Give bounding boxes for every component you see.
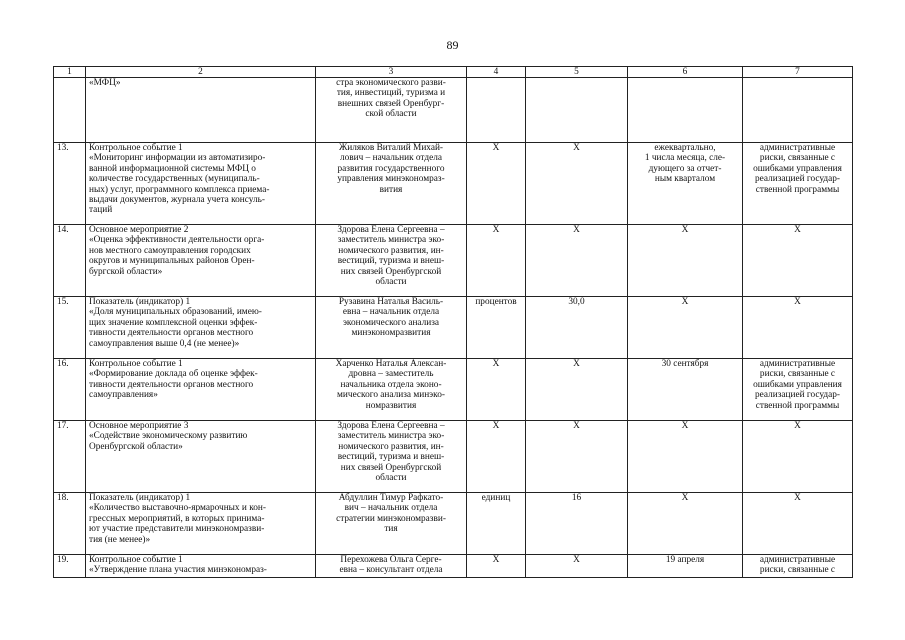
unit: единиц (467, 493, 526, 555)
event-name: Основное мероприятие 3 «Содействие экономическому развитию Оренбургской области» (86, 421, 316, 493)
value: 30,0 (526, 297, 628, 359)
responsible-person: Рузавина Наталья Василь- евна – начальник отдела экономического анализа минэкономразвития (316, 297, 467, 359)
term: ежеквартально, 1 числа месяца, сле- дующего за отчет- ным кварталом (628, 143, 743, 225)
responsible-person: Перехожева Ольга Серге- евна – консультант отдела (316, 555, 467, 578)
responsible-person: Абдуллин Тимур Рафкато- вич – начальник отдела стратегии минэкономразви- тия (316, 493, 467, 555)
table-row (54, 78, 853, 143)
row-number: 19. (54, 555, 86, 578)
table-body (54, 78, 853, 578)
value: Х (526, 421, 628, 493)
term: Х (628, 493, 743, 555)
table-row (54, 143, 853, 225)
event-name: Показатель (индикатор) 1 «Доля муниципальных образований, имею- щих значение комплексной оценки эффек- тивности деятельности органов местного самоуправления выше 0,4 (не менее)» (86, 297, 316, 359)
term: Х (628, 225, 743, 297)
risk: Х (743, 225, 853, 297)
header-col-7: 7 (743, 67, 853, 78)
header-col-1: 1 (54, 67, 86, 78)
responsible-person: Жиляков Виталий Михай- лович – начальник отдела развития государственного управления минэкономраз- вития (316, 143, 467, 225)
value: Х (526, 143, 628, 225)
table-row (54, 493, 853, 555)
event-name: Показатель (индикатор) 1 «Количество выставочно-ярмарочных и кон- грессных мероприятий, в которых принима- ют участие представители минэкономразви- тия (не менее)» (86, 493, 316, 555)
term: Х (628, 421, 743, 493)
unit (467, 78, 526, 143)
value: 16 (526, 493, 628, 555)
risk: Х (743, 297, 853, 359)
unit: Х (467, 359, 526, 421)
table-row (54, 421, 853, 493)
event-name: «МФЦ» (86, 78, 316, 143)
table-row (54, 225, 853, 297)
term (628, 78, 743, 143)
header-col-2: 2 (86, 67, 316, 78)
table-header (54, 67, 853, 78)
term: 19 апреля (628, 555, 743, 578)
program-table (53, 66, 853, 578)
value: Х (526, 359, 628, 421)
header-col-5: 5 (526, 67, 628, 78)
risk: административные риски, связанные с ошибками управления реализацией государ- ственной программы (743, 143, 853, 225)
risk: Х (743, 493, 853, 555)
row-number: 17. (54, 421, 86, 493)
term: 30 сентября (628, 359, 743, 421)
row-number: 14. (54, 225, 86, 297)
unit: Х (467, 225, 526, 297)
header-col-4: 4 (467, 67, 526, 78)
row-number: 18. (54, 493, 86, 555)
responsible-person: стра экономического разви- тия, инвестиций, туризма и внешних связей Оренбург- ской области (316, 78, 467, 143)
value (526, 78, 628, 143)
row-number (54, 78, 86, 143)
page-number: 89 (446, 38, 459, 52)
event-name: Контрольное событие 1 «Формирование доклада об оценке эффек- тивности деятельности органов местного самоуправления» (86, 359, 316, 421)
unit: Х (467, 555, 526, 578)
unit: процентов (467, 297, 526, 359)
table-row (54, 555, 853, 578)
event-name: Контрольное событие 1 «Утверждение плана участия минэкономраз- (86, 555, 316, 578)
value: Х (526, 555, 628, 578)
event-name: Основное мероприятие 2 «Оценка эффективности деятельности орга- нов местного самоуправления городских округов и муниципальных районов Орен- бургской области» (86, 225, 316, 297)
table-row (54, 359, 853, 421)
responsible-person: Харченко Наталья Алексан- дровна – заместитель начальника отдела эконо- мического анализа минэко- номразвития (316, 359, 467, 421)
responsible-person: Здорова Елена Сергеевна – заместитель министра эко- номического развития, ин- вестиций, туризма и внеш- них связей Оренбургской области (316, 225, 467, 297)
event-name: Контрольное событие 1 «Мониторинг информации из автоматизиро- ванной информационной системы МФЦ о количестве государственных (муниципаль- ных) услуг, программного комплекса приема- выдачи документов, журнала учета консуль- таций (86, 143, 316, 225)
responsible-person: Здорова Елена Сергеевна – заместитель министра эко- номического развития, ин- вестиций, туризма и внеш- них связей Оренбургской области (316, 421, 467, 493)
risk: административные риски, связанные с (743, 555, 853, 578)
header-col-6: 6 (628, 67, 743, 78)
row-number: 16. (54, 359, 86, 421)
header-col-3: 3 (316, 67, 467, 78)
value: Х (526, 225, 628, 297)
header-row (54, 67, 853, 78)
risk: административные риски, связанные с ошибками управления реализацией государ- ственной программы (743, 359, 853, 421)
risk (743, 78, 853, 143)
unit: Х (467, 143, 526, 225)
term: Х (628, 297, 743, 359)
unit: Х (467, 421, 526, 493)
table-row (54, 297, 853, 359)
row-number: 13. (54, 143, 86, 225)
risk: Х (743, 421, 853, 493)
row-number: 15. (54, 297, 86, 359)
